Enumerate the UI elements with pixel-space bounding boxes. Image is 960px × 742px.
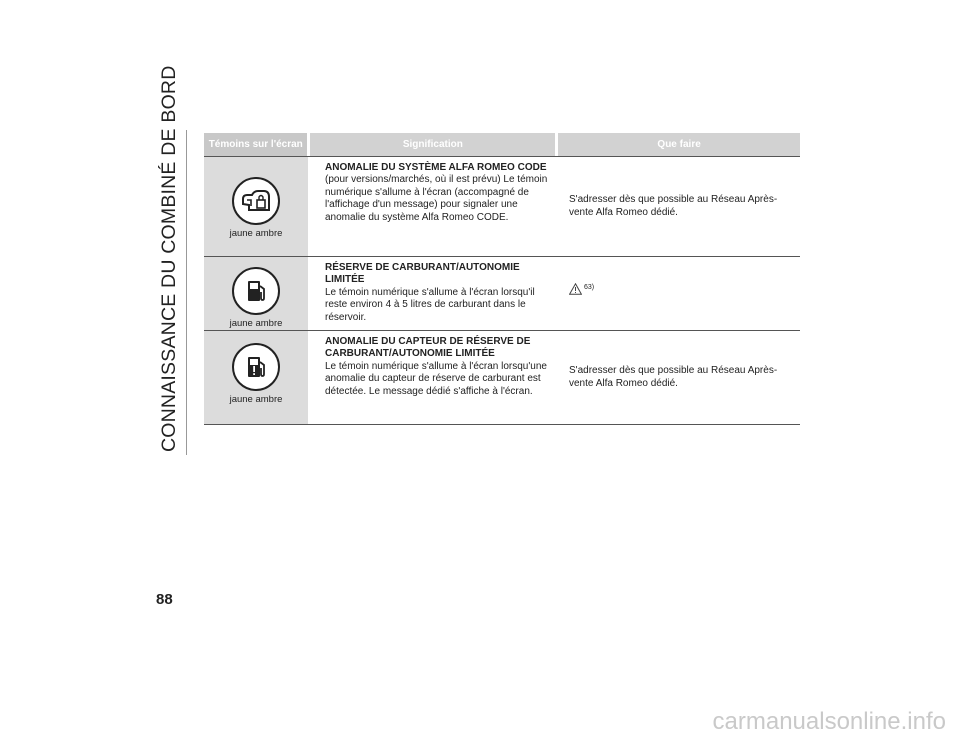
fuel-sensor-fault-icon xyxy=(232,343,280,391)
header-signification: Signification xyxy=(310,133,555,156)
section-side-title: CONNAISSANCE DU COMBINÉ DE BORD xyxy=(158,65,180,452)
action-cell xyxy=(557,157,800,256)
row-title: ANOMALIE DU SYSTÈME ALFA ROMEO CODE xyxy=(325,162,547,173)
warning-lights-table xyxy=(204,133,800,425)
action-cell xyxy=(557,257,800,330)
icon-cell xyxy=(204,257,308,330)
signification-cell xyxy=(311,157,557,256)
signification-cell xyxy=(311,331,557,424)
header-que-faire: Que faire xyxy=(558,133,800,156)
warning-ref-number: 63) xyxy=(584,284,595,292)
watermark: carmanualsonline.info xyxy=(712,708,946,735)
icon-cell xyxy=(204,331,308,424)
fuel-pump-icon xyxy=(232,267,280,315)
icon-color-label: jaune ambre xyxy=(229,318,283,329)
warning-triangle-icon xyxy=(569,283,582,295)
action-cell xyxy=(557,331,800,424)
signification-cell xyxy=(311,257,557,330)
row-title: ANOMALIE DU CAPTEUR DE RÉSERVE DE CARBURANT/AUTONOMIE LIMITÉE xyxy=(325,336,531,360)
icon-cell xyxy=(204,157,308,256)
row-body: (pour versions/marchés, où il est prévu) Le témoin numérique s'allume à l'écran (accompagné de l'affichage d'un message) pour signaler une anomalie du système Alfa Romeo CODE. xyxy=(325,174,548,223)
icon-color-label: jaune ambre xyxy=(229,394,283,405)
icon-color-label: jaune ambre xyxy=(229,228,283,239)
table-header xyxy=(204,133,800,156)
warning-reference xyxy=(569,282,594,294)
table-row xyxy=(204,257,800,331)
table-row xyxy=(204,331,800,425)
row-title: RÉSERVE DE CARBURANT/AUTONOMIE LIMITÉE xyxy=(325,262,520,286)
row-body: Le témoin numérique s'allume à l'écran lorsqu'il reste environ 4 à 5 litres de carburant dans le réservoir. xyxy=(325,286,535,323)
side-divider xyxy=(186,130,187,455)
header-temoins: Témoins sur l'écran xyxy=(204,133,307,156)
action-text: S'adresser dès que possible au Réseau Après-vente Alfa Romeo dédié. xyxy=(569,194,778,218)
page-number: 88 xyxy=(156,591,173,608)
action-text: S'adresser dès que possible au Réseau Après-vente Alfa Romeo dédié. xyxy=(569,365,778,389)
row-body: Le témoin numérique s'allume à l'écran lorsqu'une anomalie du capteur de réserve de carburant est détectée. Le message dédié s'affiche à l'écran. xyxy=(325,360,547,397)
table-row xyxy=(204,157,800,257)
alfa-romeo-code-icon xyxy=(232,177,280,225)
